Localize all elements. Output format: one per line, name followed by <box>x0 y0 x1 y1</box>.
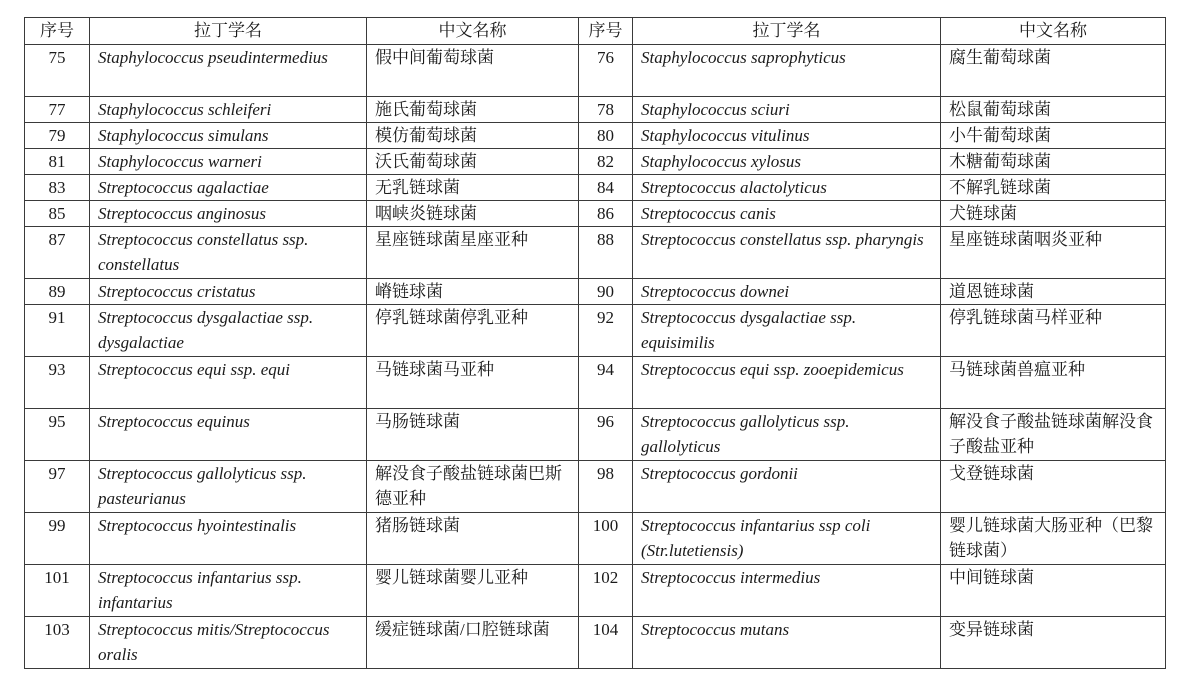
chinese-name: 道恩链球菌 <box>941 279 1166 305</box>
latin-name: Streptococcus constellatus ssp. constellatus <box>90 227 367 279</box>
latin-name: Streptococcus dysgalactiae ssp. equisimilis <box>633 305 941 357</box>
chinese-name: 不解乳链球菌 <box>941 175 1166 201</box>
species-number: 84 <box>579 175 633 201</box>
table-body <box>25 45 1166 669</box>
table-row <box>25 123 1166 149</box>
latin-name: Streptococcus infantarius ssp. infantarius <box>90 565 367 617</box>
latin-name: Streptococcus equinus <box>90 409 367 461</box>
latin-name: Streptococcus infantarius ssp coli (Str.lutetiensis) <box>633 513 941 565</box>
table-row <box>25 279 1166 305</box>
header-no-left: 序号 <box>25 18 90 45</box>
chinese-name: 戈登链球菌 <box>941 461 1166 513</box>
species-number: 104 <box>579 617 633 669</box>
species-number: 85 <box>25 201 90 227</box>
chinese-name: 变异链球菌 <box>941 617 1166 669</box>
latin-name: Streptococcus cristatus <box>90 279 367 305</box>
latin-name: Streptococcus agalactiae <box>90 175 367 201</box>
latin-name: Streptococcus mutans <box>633 617 941 669</box>
species-number: 87 <box>25 227 90 279</box>
species-number: 83 <box>25 175 90 201</box>
latin-name: Streptococcus gordonii <box>633 461 941 513</box>
latin-name: Staphylococcus warneri <box>90 149 367 175</box>
chinese-name: 马肠链球菌 <box>367 409 579 461</box>
species-number: 86 <box>579 201 633 227</box>
chinese-name: 星座链球菌咽炎亚种 <box>941 227 1166 279</box>
chinese-name: 解没食子酸盐链球菌解没食子酸盐亚种 <box>941 409 1166 461</box>
species-number: 95 <box>25 409 90 461</box>
species-number: 96 <box>579 409 633 461</box>
species-number: 94 <box>579 357 633 409</box>
table-row <box>25 617 1166 669</box>
latin-name: Streptococcus gallolyticus ssp. gallolyticus <box>633 409 941 461</box>
species-number: 75 <box>25 45 90 97</box>
species-number: 93 <box>25 357 90 409</box>
species-number: 100 <box>579 513 633 565</box>
species-number: 78 <box>579 97 633 123</box>
header-latin-left: 拉丁学名 <box>90 18 367 45</box>
latin-name: Streptococcus gallolyticus ssp. pasteurianus <box>90 461 367 513</box>
chinese-name: 猪肠链球菌 <box>367 513 579 565</box>
header-no-right: 序号 <box>579 18 633 45</box>
species-number: 90 <box>579 279 633 305</box>
header-row <box>25 18 1166 45</box>
chinese-name: 假中间葡萄球菌 <box>367 45 579 97</box>
table-row <box>25 45 1166 97</box>
latin-name: Staphylococcus simulans <box>90 123 367 149</box>
table-row <box>25 305 1166 357</box>
chinese-name: 沃氏葡萄球菌 <box>367 149 579 175</box>
latin-name: Streptococcus hyointestinalis <box>90 513 367 565</box>
latin-name: Staphylococcus schleiferi <box>90 97 367 123</box>
species-number: 76 <box>579 45 633 97</box>
chinese-name: 马链球菌兽瘟亚种 <box>941 357 1166 409</box>
latin-name: Staphylococcus pseudintermedius <box>90 45 367 97</box>
latin-name: Staphylococcus sciuri <box>633 97 941 123</box>
latin-name: Streptococcus equi ssp. zooepidemicus <box>633 357 941 409</box>
table-row <box>25 227 1166 279</box>
chinese-name: 无乳链球菌 <box>367 175 579 201</box>
table-row <box>25 461 1166 513</box>
table-row <box>25 409 1166 461</box>
species-number: 102 <box>579 565 633 617</box>
species-table <box>24 17 1166 669</box>
chinese-name: 婴儿链球菌大肠亚种（巴黎链球菌） <box>941 513 1166 565</box>
chinese-name: 施氏葡萄球菌 <box>367 97 579 123</box>
species-number: 89 <box>25 279 90 305</box>
chinese-name: 嵴链球菌 <box>367 279 579 305</box>
latin-name: Streptococcus anginosus <box>90 201 367 227</box>
species-number: 99 <box>25 513 90 565</box>
chinese-name: 犬链球菌 <box>941 201 1166 227</box>
latin-name: Streptococcus alactolyticus <box>633 175 941 201</box>
species-number: 97 <box>25 461 90 513</box>
table-row <box>25 97 1166 123</box>
chinese-name: 中间链球菌 <box>941 565 1166 617</box>
chinese-name: 模仿葡萄球菌 <box>367 123 579 149</box>
table-row <box>25 149 1166 175</box>
chinese-name: 马链球菌马亚种 <box>367 357 579 409</box>
latin-name: Streptococcus constellatus ssp. pharyngis <box>633 227 941 279</box>
table-row <box>25 357 1166 409</box>
chinese-name: 解没食子酸盐链球菌巴斯德亚种 <box>367 461 579 513</box>
header-chinese-left: 中文名称 <box>367 18 579 45</box>
table-row <box>25 175 1166 201</box>
header-latin-right: 拉丁学名 <box>633 18 941 45</box>
species-number: 80 <box>579 123 633 149</box>
chinese-name: 停乳链球菌停乳亚种 <box>367 305 579 357</box>
latin-name: Streptococcus intermedius <box>633 565 941 617</box>
species-number: 79 <box>25 123 90 149</box>
species-number: 88 <box>579 227 633 279</box>
chinese-name: 咽峡炎链球菌 <box>367 201 579 227</box>
latin-name: Staphylococcus xylosus <box>633 149 941 175</box>
latin-name: Streptococcus canis <box>633 201 941 227</box>
species-number: 91 <box>25 305 90 357</box>
species-number: 103 <box>25 617 90 669</box>
chinese-name: 木糖葡萄球菌 <box>941 149 1166 175</box>
latin-name: Streptococcus downei <box>633 279 941 305</box>
chinese-name: 松鼠葡萄球菌 <box>941 97 1166 123</box>
latin-name: Streptococcus mitis/Streptococcus oralis <box>90 617 367 669</box>
species-number: 82 <box>579 149 633 175</box>
chinese-name: 腐生葡萄球菌 <box>941 45 1166 97</box>
latin-name: Streptococcus dysgalactiae ssp. dysgalactiae <box>90 305 367 357</box>
chinese-name: 星座链球菌星座亚种 <box>367 227 579 279</box>
species-number: 77 <box>25 97 90 123</box>
species-number: 92 <box>579 305 633 357</box>
chinese-name: 婴儿链球菌婴儿亚种 <box>367 565 579 617</box>
latin-name: Staphylococcus saprophyticus <box>633 45 941 97</box>
species-number: 101 <box>25 565 90 617</box>
chinese-name: 小牛葡萄球菌 <box>941 123 1166 149</box>
latin-name: Staphylococcus vitulinus <box>633 123 941 149</box>
table-row <box>25 565 1166 617</box>
chinese-name: 停乳链球菌马样亚种 <box>941 305 1166 357</box>
header-chinese-right: 中文名称 <box>941 18 1166 45</box>
latin-name: Streptococcus equi ssp. equi <box>90 357 367 409</box>
chinese-name: 缓症链球菌/口腔链球菌 <box>367 617 579 669</box>
table-row <box>25 513 1166 565</box>
species-number: 98 <box>579 461 633 513</box>
species-number: 81 <box>25 149 90 175</box>
table-row <box>25 201 1166 227</box>
